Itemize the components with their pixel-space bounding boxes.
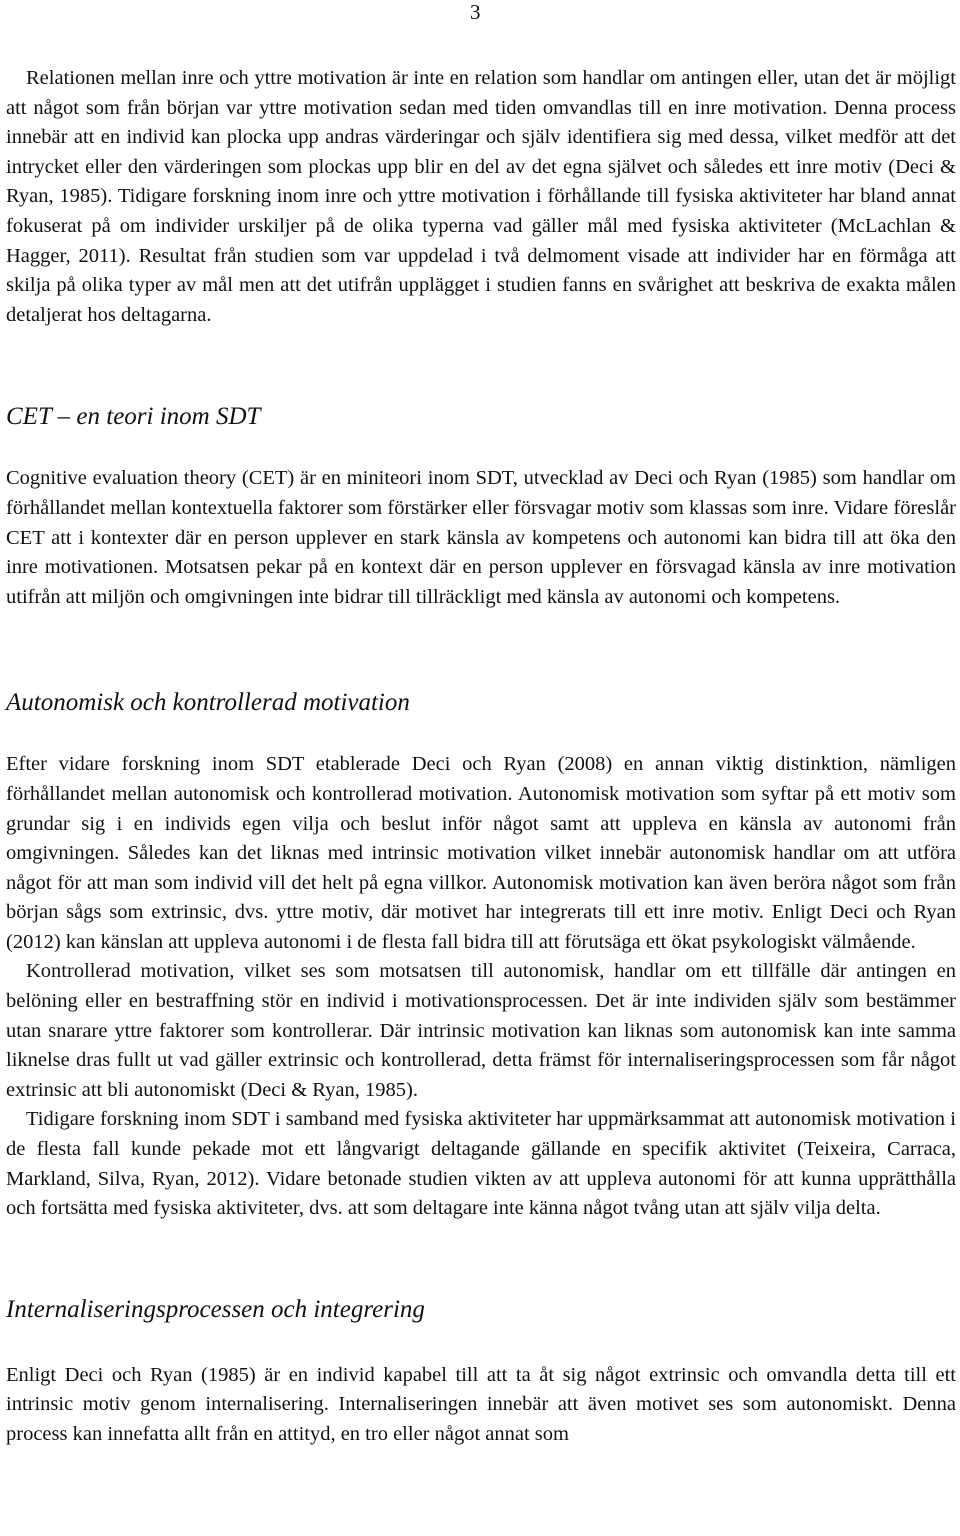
paragraph-intro: Relationen mellan inre och yttre motivation är inte en relation som handlar om antingen eller, utan det är möjligt att något som från början var yttre motivation sedan med tiden omvandlas till en inre motivation. Denna process innebär att en individ kan plocka upp andras värderingar och själv identifiera sig med dessa, vilket medför att det intrycket eller den värderingen som plockas upp blir en del av det egna självet och således ett inre motiv (Deci & Ryan, 1985). Tidigare forskning inom inre och yttre motivation i förhållande till fysiska aktiviteter har bland annat fokuserat på om individer urskiljer på de olika typerna vad gäller mål med fysiska aktiviteter (McLachlan & Hagger, 2011). Resultat från studien som var uppdelad i två delmoment visade att individer har en förmåga att skilja på olika typer av mål men att det utifrån upplägget i studien fanns en svårighet att beskriva de exakta målen detaljerat hos deltagarna. xyxy=(6,67,956,326)
paragraph-cet: Cognitive evaluation theory (CET) är en miniteori inom SDT, utvecklad av Deci och Ryan (1985) som handlar om förhållandet mellan kontextuella faktorer som förstärker eller försvagar motiv som klassas som inre. Vidare föreslår CET att i kontexter där en person upplever en stark känsla av kompetens och autonomi kan bidra till att öka den inre motivationen. Motsatsen pekar på en kontext där en person upplever en försvagad känsla av inre motivation utifrån att miljön och omgivningen inte bidrar till tillräckligt med känsla av autonomi och kompetens. xyxy=(6,467,956,608)
page-number: 3 xyxy=(470,0,481,24)
heading-cet: CET – en teori inom SDT xyxy=(6,403,261,431)
heading-autonomy: Autonomisk och kontrollerad motivation xyxy=(6,689,410,717)
heading-internalization: Internaliseringsprocessen och integrering xyxy=(6,1295,425,1323)
document-body xyxy=(6,64,956,1450)
paragraph-internalization-1: Enligt Deci och Ryan (1985) är en individ kapabel till att ta åt sig något extrinsic och omvandla detta till ett intrinsic motiv genom internalisering. Internaliseringen innebär att även motivet ses som autonomiskt. Denna process kan innefatta allt från en attityd, en tro eller något annat som xyxy=(6,1363,956,1445)
paragraph-autonomy-1: Efter vidare forskning inom SDT etablerade Deci och Ryan (2008) en annan viktig distinktion, nämligen förhållandet mellan autonomisk och kontrollerad motivation. Autonomisk motivation som syftar på ett motiv som grundar sig i en individs egen vilja och beslut inför något samt att uppleva en känsla av autonomi från omgivningen. Således kan det liknas med intrinsic motivation vilket innebär autonomisk handlar om att utföra något för att man som individ vill det helt på egna villkor. Autonomisk motivation kan även beröra något som från början sågs som extrinsic, dvs. yttre motiv, där motivet har integrerats till ett inre motiv. Enligt Deci och Ryan (2012) kan känslan att uppleva autonomi i de flesta fall bidra till att förutsäga ett ökat psykologiskt välmående. xyxy=(6,753,956,953)
paragraph-autonomy-2: Kontrollerad motivation, vilket ses som motsatsen till autonomisk, handlar om ett tillfälle där antingen en belöning eller en bestraffning stör en individ i motivationsprocessen. Det är inte individen själv som bestämmer utan snarare yttre faktorer som kontrollerar. Där intrinsic motivation kan liknas som autonomisk kan inte samma liknelse dras fullt ut vad gäller extrinsic och kontrollerad, detta främst för internaliseringsprocessen som får något extrinsic att bli autonomiskt (Deci & Ryan, 1985). xyxy=(6,960,956,1101)
paragraph-autonomy-3: Tidigare forskning inom SDT i samband med fysiska aktiviteter har uppmärksammat att autonomisk motivation i de flesta fall kunde pekade mot ett långvarigt deltagande gällande en specifik aktivitet (Teixeira, Carraca, Markland, Silva, Ryan, 2012). Vidare betonade studien vikten av att uppleva autonomi för att kunna upprätthålla och fortsätta med fysiska aktiviteter, dvs. att som deltagare inte känna något tvång utan att själv vilja delta. xyxy=(6,1108,956,1220)
